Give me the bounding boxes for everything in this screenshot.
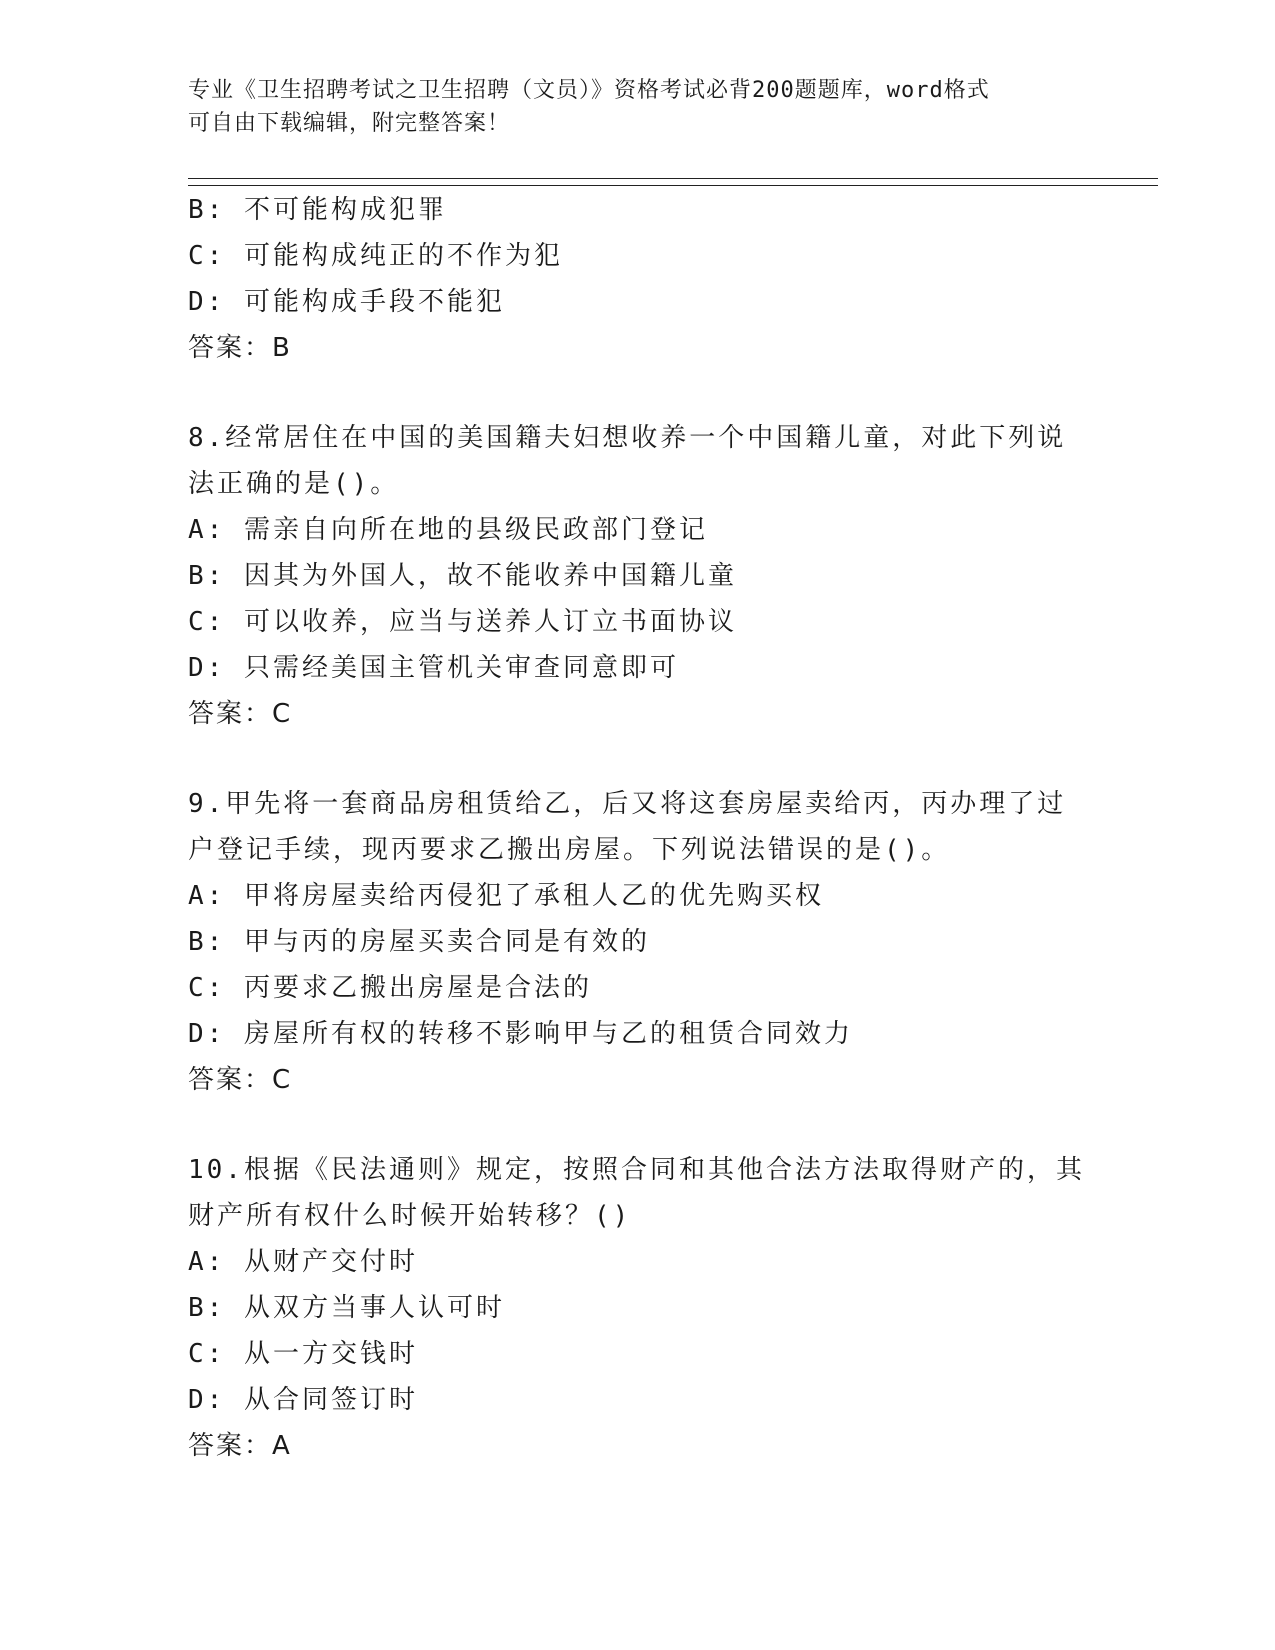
question-10 [188,1147,1088,1469]
option-d: D: 从合同签订时 [188,1385,418,1415]
answer: 答案：C [188,1065,293,1095]
document-header [188,74,1088,140]
header-line-1: 专业《卫生招聘考试之卫生招聘（文员）》资格考试必背200题题库，word格式 [188,78,990,103]
header-line-2: 可自由下载编辑，附完整答案！ [188,111,511,136]
question-stem-line-1: 8.经常居住在中国的美国籍夫妇想收养一个中国籍儿童，对此下列说 [188,423,1067,453]
answer: 答案：A [188,1431,292,1461]
option-c: C: 丙要求乙搬出房屋是合法的 [188,973,592,1003]
option-d: D: 可能构成手段不能犯 [188,287,505,317]
option-c: C: 从一方交钱时 [188,1339,418,1369]
answer: 答案：C [188,699,293,729]
spacer [188,737,1088,781]
option-d: D: 房屋所有权的转移不影响甲与乙的租赁合同效力 [188,1019,853,1049]
option-b: B: 从双方当事人认可时 [188,1293,505,1323]
question-7-continued [188,187,1088,371]
option-c: C: 可以收养，应当与送养人订立书面协议 [188,607,737,637]
option-d: D: 只需经美国主管机关审查同意即可 [188,653,679,683]
question-stem-line-2: 财产所有权什么时候开始转移？() [188,1201,632,1231]
option-c: C: 可能构成纯正的不作为犯 [188,241,563,271]
question-list [188,187,1088,1469]
question-stem-line-2: 法正确的是()。 [188,469,400,499]
option-a: A: 从财产交付时 [188,1247,418,1277]
header-divider-top [188,178,1158,179]
spacer [188,1103,1088,1147]
option-b: B: 因其为外国人，故不能收养中国籍儿童 [188,561,737,591]
option-b: B: 不可能构成犯罪 [188,195,447,225]
question-stem-line-1: 9.甲先将一套商品房租赁给乙，后又将这套房屋卖给丙，丙办理了过 [188,789,1067,819]
question-9 [188,781,1088,1103]
option-b: B: 甲与丙的房屋买卖合同是有效的 [188,927,650,957]
answer: 答案：B [188,333,292,363]
option-a: A: 甲将房屋卖给丙侵犯了承租人乙的优先购买权 [188,881,824,911]
question-stem-line-1: 10.根据《民法通则》规定，按照合同和其他合法方法取得财产的，其 [188,1155,1085,1185]
question-stem-line-2: 户登记手续，现丙要求乙搬出房屋。下列说法错误的是()。 [188,835,951,865]
option-a: A: 需亲自向所在地的县级民政部门登记 [188,515,708,545]
spacer [188,371,1088,415]
question-8 [188,415,1088,737]
header-divider-bottom [188,185,1158,186]
